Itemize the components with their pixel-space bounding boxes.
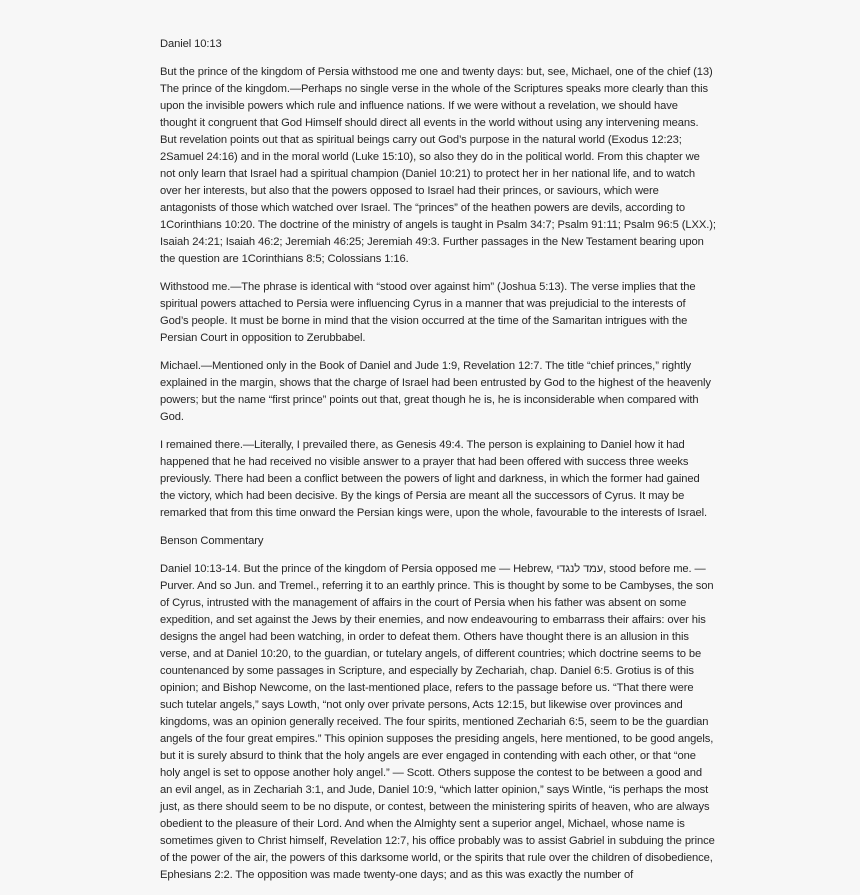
section-heading: Benson Commentary [160, 535, 264, 547]
commentary-paragraph-remained: I remained there.—Literally, I prevailed there, as Genesis 49:4. The person is explaining to Daniel how it had happened that he had received no visible answer to a prayer that had been offered with success three weeks previously. There had been a conflict between the powers of light and darkness, in which the former had gained the victory, which had been decisive. By the kings of Persia are meant all the successors of Cyrus. It may be remarked that from this time onward the Persian kings were, upon the whole, favourable to the interests of Israel. [160, 439, 708, 519]
commentary-document [160, 36, 716, 895]
commentary-paragraph-verse: But the prince of the kingdom of Persia withstood me one and twenty days: but, see, Michael, one of the chief (13) The prince of the kingdom.—Perhaps no single verse in the whole of the Scriptures speaks more clearly than this upon the invisible powers which rule and influence nations. If we were without a revelation, we should have thought it congruent that God Himself should direct all events in the world without using any intervening means. But revelation points out that as spiritual beings carry out God’s purpose in the natural world (Exodus 12:23; 2Samuel 24:16) and in the moral world (Luke 15:10), so also they do in the political world. From this chapter we not only learn that Israel had a spiritual champion (Daniel 10:21) to protect her in her national life, and to watch over her interests, but also that the powers opposed to Israel had their princes, or saviours, which were antagonists of those which watched over Israel. The “princes” of the heathen powers are devils, according to 1Corinthians 10:20. The doctrine of the ministry of angels is taught in Psalm 34:7; Psalm 91:11; Psalm 96:5 (LXX.); Isaiah 24:21; Isaiah 46:2; Jeremiah 46:25; Jeremiah 49:3. Further passages in the New Testament bearing upon the question are 1Corinthians 8:5; Colossians 1:16. [160, 66, 716, 265]
commentary-paragraph-michael: Michael.—Mentioned only in the Book of Daniel and Jude 1:9, Revelation 12:7. The title “chief princes,” rightly explained in the margin, shows that the charge of Israel had been entrusted by God to the highest of the heavenly powers; but the name “first prince” points out that, great though he is, he is inconsiderable when compared with God. [160, 360, 711, 423]
section-heading: Daniel 10:13 [160, 38, 222, 50]
commentary-paragraph-withstood: Withstood me.—The phrase is identical with “stood over against him” (Joshua 5:13). The verse implies that the spiritual powers attached to Persia were influencing Cyrus in a manner that was prejudicial to the interests of God’s people. It must be borne in mind that the vision occurred at the time of the Samaritan intrigues with the Persian Court in opposition to Zerubbabel. [160, 281, 696, 344]
section-ellicott-commentary [160, 36, 716, 522]
section-benson-commentary [160, 533, 716, 884]
commentary-paragraph-benson: Daniel 10:13-14. But the prince of the kingdom of Persia opposed me — Hebrew, עמד לנגדי, stood before me. — Purver. And so Jun. and Tremel., referring it to an earthly prince. This is thought by some to be Cambyses, the son of Cyrus, intrusted with the management of affairs in the court of Persia when his father was absent on some expedition, and set against the Jews by their enemies, and now endeavouring to embarrass their affairs: over his designs the angel had been watching, in order to defeat them. Others have thought there is an allusion in this verse, and at Daniel 10:20, to the guardian, or tutelary angels, of different countries; which doctrine seems to be countenanced by some passages in Scripture, and especially by Zechariah, chap. Daniel 6:5. Grotius is of this opinion; and Bishop Newcome, on the last-mentioned place, refers to the passage before us. “That there were such tutelar angels,” says Lowth, “not only over private persons, Acts 12:15, but likewise over provinces and kingdoms, was an opinion generally received. The four spirits, mentioned Zechariah 6:5, seem to be the guardian angels of the four great empires.” This opinion supposes the presiding angels, here mentioned, to be good angels, but it is surely absurd to think that the holy angels are ever engaged in contending with each other, or that “one holy angel is set to oppose another holy angel.” — Scott. Others suppose the contest to be between a good and an evil angel, as in Zechariah 3:1, and Jude, Daniel 10:9, “which latter opinion,” says Wintle, “is perhaps the most just, as there should seem to be no dispute, or contest, between the ministering spirits of heaven, who are always obedient to the pleasure of their Lord. And when the Almighty sent a superior angel, Michael, whose name is sometimes given to Christ himself, Revelation 12:7, his office probably was to assist Gabriel in subduing the prince of the power of the air, the powers of this darksome world, or the spirits that rule over the children of disobedience, Ephesians 2:2. The opposition was made twenty-one days; and as this was exactly the number of [160, 563, 715, 881]
